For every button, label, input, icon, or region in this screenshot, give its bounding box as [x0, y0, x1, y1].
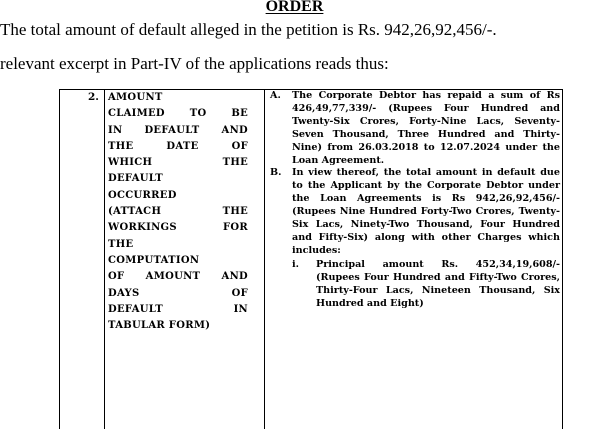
claim-details: [268, 90, 560, 310]
claim-label-line: IN DEFAULT AND: [108, 124, 248, 136]
table-divider: [104, 90, 105, 429]
order-heading: ORDER: [265, 0, 324, 15]
claim-label-line: THE: [108, 238, 134, 250]
claim-label-line: DEFAULT: [108, 173, 164, 185]
item-label: B.: [270, 167, 282, 179]
claim-label-line: DEFAULT IN: [108, 303, 248, 315]
list-item: [268, 167, 560, 257]
table-divider: [264, 90, 265, 429]
excerpt-intro-paragraph: relevant excerpt in Part-IV of the applications reads thus:: [0, 54, 389, 73]
sub-list-item: [268, 259, 560, 311]
claim-label-line: (ATTACH THE: [108, 206, 248, 218]
claim-label-line: COMPUTATION: [108, 254, 200, 266]
sub-item-label: i.: [292, 258, 299, 270]
claim-label-line: WHICH THE: [108, 157, 248, 169]
claim-label-line: WORKINGS FOR: [108, 222, 248, 234]
claim-label-line: TABULAR FORM): [108, 320, 211, 332]
item-text: The Corporate Debtor has repaid a sum of Rs 426,49,77,339/- (Rupees Four Hundred and Twenty-Six Crores, Forty-Nine Lacs, Seventy-Seven Thousand, Three Hundred and Thirty-Nine) from 26.03.2018 to 12.07.2024 under the Loan Agreement.: [292, 90, 560, 166]
item-text: In view thereof, the total amount in default due to the Applicant by the Corporate Debtor under the Loan Agreements is Rs 942,26,92,456/- (Rupees Nine Hundred Forty-Two Crores, Twenty-Six Lacs, Ninety-Two Thousand, Four Hundred and Fifty-Six) along with other Charges which includes:: [292, 167, 560, 256]
sub-item-text: Principal amount Rs. 452,34,19,608/- (Rupees Four Hundred and Fifty-Two Crores, Thirty-Four Lacs, Nineteen Thousand, Six Hundred and Eight): [316, 258, 560, 309]
claim-label-line: AMOUNT: [108, 92, 163, 103]
claim-label-line: OCCURRED: [108, 189, 177, 201]
claim-label-line: THE DATE OF: [108, 140, 248, 152]
claim-label-line: OF AMOUNT AND: [108, 271, 248, 283]
claim-label-line: CLAIMED TO BE: [108, 108, 248, 120]
excerpt-table: [59, 89, 563, 429]
claim-label-line: DAYS OF: [108, 287, 248, 299]
item-label: A.: [270, 90, 281, 101]
row-number: 2.: [88, 91, 99, 103]
default-amount-paragraph: The total amount of default alleged in the petition is Rs. 942,26,92,456/-.: [0, 20, 497, 39]
claim-label: [108, 90, 248, 334]
list-item: [268, 90, 560, 167]
